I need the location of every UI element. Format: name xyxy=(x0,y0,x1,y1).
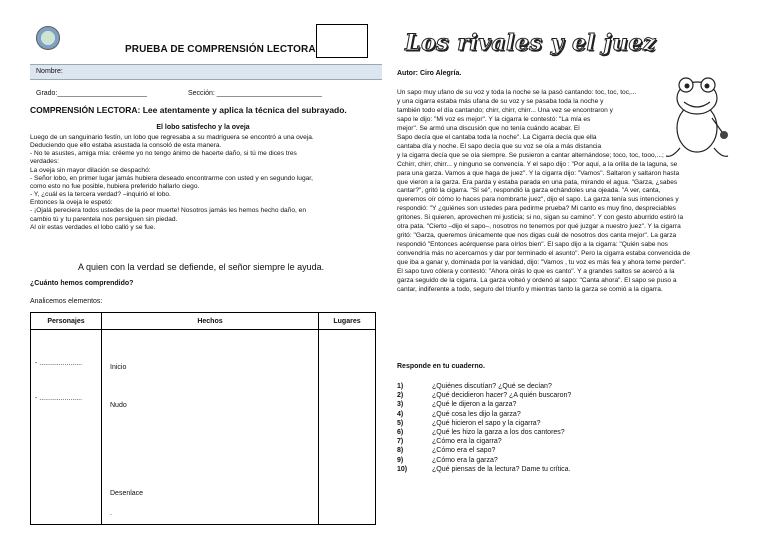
reading-line: respondió "Entonces acérquense para oírlos bien". El sapo dijo a la cigarra: "Quién sabe nos xyxy=(397,241,668,249)
reading-line: y la cigarra decía que se oía siempre. Se pusieron a cantar alternándose; toco, toc, tooo,...; xyxy=(397,151,664,159)
reading-line: también todo el día cantando; chirr, chirr, chirr... Una vez se encontraron y xyxy=(397,106,613,114)
question-number: 1) xyxy=(397,383,404,390)
question-text: ¿Qué les hizo la garza a los dos cantores? xyxy=(432,429,565,437)
section-field: Sección: ___________________________ xyxy=(188,90,322,97)
question-text: ¿Cómo era la garza? xyxy=(432,456,498,464)
question-item xyxy=(397,391,571,400)
reading-line: gritó: "Garza, queremos únicamente que nos digas cuál de nosotros dos canta mejor". La garza xyxy=(397,232,677,240)
question-number: 2) xyxy=(397,392,404,400)
event-inicio: Inicio xyxy=(110,364,127,371)
question-item xyxy=(397,382,571,391)
analyze-label: Analicemos elementos: xyxy=(30,298,103,305)
question-item xyxy=(397,465,571,474)
question-item xyxy=(397,419,571,428)
story-line: Al oír estas verdades el lobo calló y se fue. xyxy=(30,223,156,231)
question-text: ¿Qué piensas de la lectura? Dame tu crítica. xyxy=(432,465,571,473)
reading-text xyxy=(397,89,739,295)
question-number: 6) xyxy=(397,429,404,437)
event-nudo: Nudo xyxy=(110,402,127,409)
score-box xyxy=(316,24,368,58)
reading-line: convendría más no acercarnos y dar por terminado el asunto". Pero la cigarra estaba convencida de xyxy=(397,250,690,258)
story-text xyxy=(30,134,380,232)
grade-field: Grado:_______________________ xyxy=(36,90,147,97)
reading-line: El sapo tuvo cólera y contestó: "Ahora oirás lo que es canto". Y a grandes saltos se acercó a la xyxy=(397,268,675,276)
reading-line: Un sapo muy ufano de su voz y toda la noche se la pasó cantando: toc, toc, toc,... xyxy=(397,89,637,96)
question-number: 9) xyxy=(397,456,404,464)
story-line: - Señor lobo, en primer lugar jamás hubiera deseado encontrarme con usted y en segundo lugar, xyxy=(30,174,313,182)
story-line: Deduciendo que ello estaba asustada la consoló de esta manera. xyxy=(30,142,222,150)
reading-line: que iba a ganar y, dominada por la vanidad, dijo: "Vamos , tu voz es más fea y ahora teme perder". xyxy=(397,259,686,267)
reading-line: cantar?", gritó la cigarra. "Sí sé", respondió la garza echándoles una ojeada. "A ver, canta, xyxy=(397,187,661,195)
characters-cell[interactable] xyxy=(31,330,102,525)
question-item xyxy=(397,428,571,437)
right-page xyxy=(397,30,742,530)
story-line: como esto no fue posible, hubiera preferido hallarlo ciego. xyxy=(30,182,200,190)
name-field: Nombre: xyxy=(30,64,382,80)
places-cell[interactable] xyxy=(319,330,376,525)
story-line: La oveja sin mayor dilación se despachó: xyxy=(30,166,151,174)
story-line: - No te asustes, amiga mía: créeme yo no tengo ánimo de hacerte daño, si tú me dices tres xyxy=(30,150,297,158)
reading-line: Sapo decía que el cantaba toda la noche". La Cigarra decía que ella xyxy=(397,133,597,141)
header-hechos: Hechos xyxy=(102,313,319,330)
question-text: ¿Qué cosa les dijo la garza? xyxy=(432,410,521,418)
header-lugares: Lugares xyxy=(319,313,376,330)
story-line: Luego de un sanguinario festín, un lobo que regresaba a su madriguera se encontró a una oveja. xyxy=(30,134,314,141)
questions-list xyxy=(397,382,571,474)
story-moral: A quien con la verdad se defiende, el señor siempre le ayuda. xyxy=(78,262,325,272)
school-seal-icon xyxy=(36,26,60,50)
question-number: 5) xyxy=(397,419,404,427)
reading-title: Los rivales y el juez xyxy=(405,30,656,56)
instructions-heading: COMPRENSIÓN LECTORA: Lee atentamente y aplica la técnica del subrayado. xyxy=(30,105,347,115)
reading-line: garza seguido de la cigarra. La garza volteó y ordenó al sapo: "Canta ahora". El sapo se puso a xyxy=(397,277,677,285)
question-text: ¿Cómo era el sapo? xyxy=(432,447,496,455)
reading-line: otra pata. "Cierto –dijo el sapo–, nosotros no tenemos por qué juzgar a nuestro juez". Y la cigarra xyxy=(397,223,681,231)
events-cell[interactable] xyxy=(102,330,319,525)
question-item xyxy=(397,437,571,446)
reading-line: queremos oír cómo lo haces para nombrarte juez", dijo el sapo. La garza tenía sus intenciones y xyxy=(397,196,679,204)
question-text: ¿Qué decidieron hacer? ¿A quién buscaron? xyxy=(432,392,572,400)
reading-line: para una garza. Vamos a que haga de juez". Y la cigarra dijo: "Vamos". Saltaron y saltaron hasta xyxy=(397,169,680,177)
reading-line: cantar, indiferente a todo, seguro del triunfo y mientras tanto la garza se comió a la cigarra. xyxy=(397,285,663,293)
reading-line: respondió: "Y ¿quiénes son ustedes para pedirme prueba? Mi canto es muy fino, despreciables xyxy=(397,205,676,213)
event-desenlace: Desenlace xyxy=(110,490,144,497)
story-line: - Y, ¿cuál es la tercera verdad? –inquirió el lobo. xyxy=(30,191,171,199)
page-title: PRUEBA DE COMPRENSIÓN LECTORA xyxy=(125,44,316,55)
story-title: El lobo satisfecho y la oveja xyxy=(156,124,250,131)
character-blank: - ...................... xyxy=(35,395,83,402)
reading-line: que vieron a la garza. Era parda y estaba parada en una pata, mirando el agua. "Garza, ¿sabes xyxy=(397,178,678,186)
question-number: 10) xyxy=(397,465,408,473)
author: Autor: Ciro Alegría. xyxy=(397,70,462,77)
reading-line: gritones. Si quieren, aprovechen mi justicia; si no, sigan su camino". Y con gesto aburrido estiró la xyxy=(397,214,684,222)
question-item xyxy=(397,400,571,409)
question-number: 8) xyxy=(397,447,404,455)
left-page xyxy=(30,18,385,533)
story-line: - ¡Ojalá pereciera todos ustedes de la peor muerte! Nosotros jamás les hemos hecho daño, en xyxy=(30,207,306,215)
question-item xyxy=(397,410,571,419)
elements-table xyxy=(30,312,376,525)
respond-heading: Responde en tu cuaderno. xyxy=(397,363,485,370)
reading-line: mejor". Se armó una discusión que no tenía cuándo acabar. El xyxy=(397,124,580,132)
question-text: ¿Cómo era la cigarra? xyxy=(432,438,502,446)
reading-line: cantaba día y noche. El sapo decía que su voz se oía a más distancia xyxy=(397,142,602,150)
story-line: verdades: xyxy=(30,158,59,166)
character-blank: - ...................... xyxy=(35,360,83,367)
question-number: 7) xyxy=(397,438,404,446)
event-dot: . xyxy=(110,510,112,517)
comprehension-heading: ¿Cuánto hemos comprendido? xyxy=(30,280,134,287)
question-number: 3) xyxy=(397,401,404,409)
question-text: ¿Qué le dijeron a la garza? xyxy=(432,401,517,409)
reading-line: Cchirr, chirr, chirr... y ninguno se convencía. Y el sapo dijo : "Por aquí, a la orilla de la laguna, se xyxy=(397,160,678,168)
question-text: ¿Quiénes discutían? ¿Qué se decían? xyxy=(432,383,552,390)
story-line: Entonces la oveja le espetó: xyxy=(30,199,113,207)
story-line: cambio tú y tu parentela nos persiguen sin piedad. xyxy=(30,215,178,223)
header-personajes: Personajes xyxy=(31,313,102,330)
question-text: ¿Qué hicieron el sapo y la cigarra? xyxy=(432,419,541,427)
question-number: 4) xyxy=(397,410,404,418)
reading-line: y una cigarra estaba más ufana de su voz y se pasaba toda la noche y xyxy=(397,97,604,105)
question-item xyxy=(397,446,571,455)
reading-line: sapo le dijo: "Mi voz es mejor". Y la cigarra le contestó: "La mía es xyxy=(397,115,591,123)
question-item xyxy=(397,456,571,465)
